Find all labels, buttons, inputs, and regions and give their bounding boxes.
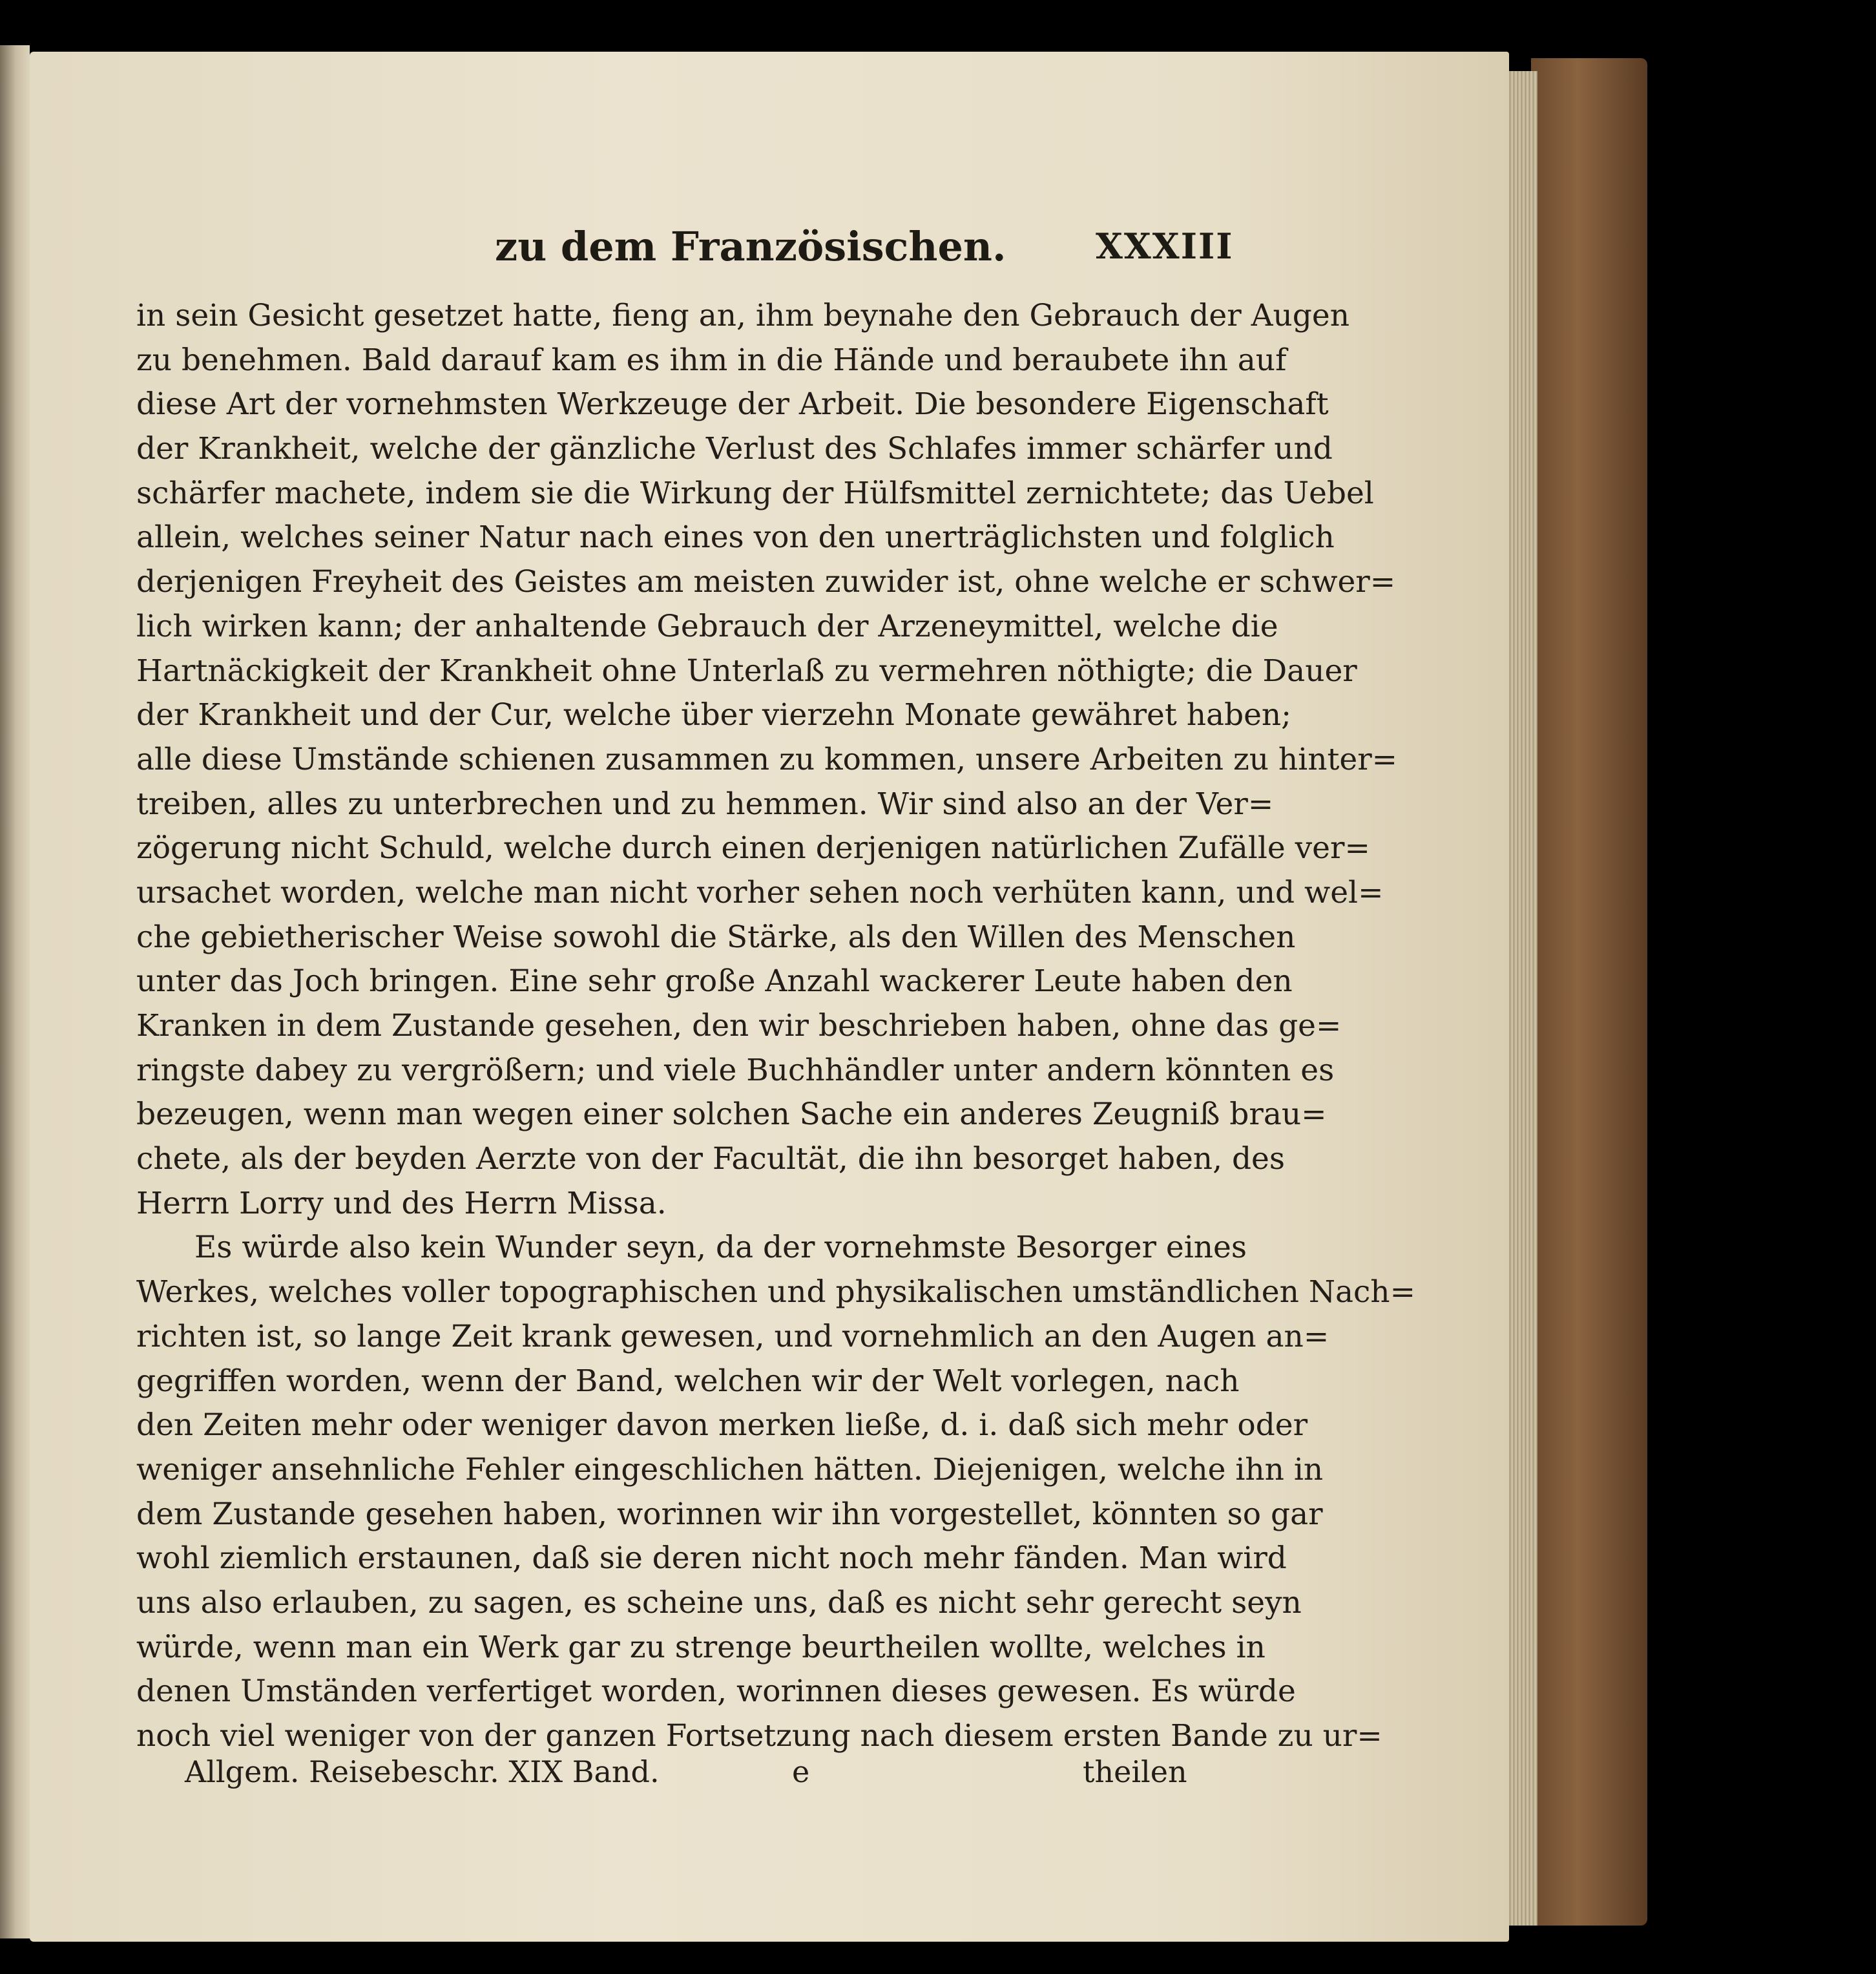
paragraph-end-line: Herrn Lorry und des Herrn Missa.: [136, 1185, 667, 1221]
text-line: chete, als der beyden Aerzte von der Facultät, die ihn besorget haben, des: [136, 1141, 1285, 1177]
text-line: dem Zustande gesehen haben, worinnen wir ihn vorgestellet, könnten so gar: [136, 1496, 1323, 1532]
catchword: theilen: [1083, 1754, 1187, 1789]
text-line: noch viel weniger von der ganzen Fortsetzung nach diesem ersten Bande zu ur=: [136, 1718, 1382, 1754]
page-footer: [30, 1754, 1509, 1800]
book-cover-edge: [1531, 58, 1647, 1926]
text-line: Kranken in dem Zustande gesehen, den wir beschrieben haben, ohne das ge=: [136, 1008, 1342, 1044]
previous-page-edge: [0, 45, 30, 1938]
text-line: alle diese Umstände schienen zusammen zu kommen, unsere Arbeiten zu hinter=: [136, 741, 1398, 777]
text-line: in sein Gesicht gesetzet hatte, fieng an, ihm beynahe den Gebrauch der Augen: [136, 298, 1350, 333]
text-line: treiben, alles zu unterbrechen und zu hemmen. Wir sind also an der Ver=: [136, 786, 1274, 822]
text-line: unter das Joch bringen. Eine sehr große Anzahl wackerer Leute haben den: [136, 963, 1293, 1000]
text-line: Hartnäckigkeit der Krankheit ohne Unterlaß zu vermehren nöthigte; die Dauer: [136, 653, 1357, 689]
sheet-mark: e: [792, 1754, 810, 1789]
page-number: XXXIII: [1096, 226, 1234, 267]
page-header: [30, 223, 1509, 275]
text-line: zögerung nicht Schuld, welche durch einen derjenigen natürlichen Zufälle ver=: [136, 830, 1370, 866]
text-line: der Krankheit, welche der gänzliche Verlust des Schlafes immer schärfer und: [136, 431, 1333, 467]
text-line: bezeugen, wenn man wegen einer solchen Sache ein anderes Zeugniß brau=: [136, 1097, 1327, 1133]
text-line: uns also erlauben, zu sagen, es scheine uns, daß es nicht sehr gerecht seyn: [136, 1584, 1302, 1621]
text-line: che gebietherischer Weise sowohl die Stärke, als den Willen des Menschen: [136, 919, 1296, 955]
text-line: wohl ziemlich erstaunen, daß sie deren nicht noch mehr fänden. Man wird: [136, 1540, 1287, 1577]
text-line: richten ist, so lange Zeit krank gewesen, und vornehmlich an den Augen an=: [136, 1318, 1329, 1354]
text-line: den Zeiten mehr oder weniger davon merken ließe, d. i. daß sich mehr oder: [136, 1407, 1308, 1444]
text-line: denen Umständen verfertiget worden, worinnen dieses gewesen. Es würde: [136, 1674, 1296, 1710]
text-line: derjenigen Freyheit des Geistes am meisten zuwider ist, ohne welche er schwer=: [136, 564, 1396, 600]
text-line: ursachet worden, welche man nicht vorher sehen noch verhüten kann, und wel=: [136, 874, 1384, 910]
book-page: [30, 52, 1509, 1942]
signature-line: Allgem. Reisebeschr. XIX Band.: [185, 1754, 660, 1789]
text-line: diese Art der vornehmsten Werkzeuge der Arbeit. Die besondere Eigenschaft: [136, 386, 1329, 423]
text-line: lich wirken kann; der anhaltende Gebrauch der Arzeneymittel, welche die: [136, 608, 1278, 644]
text-line: ringste dabey zu vergrößern; und viele Buchhändler unter andern könnten es: [136, 1052, 1335, 1088]
text-line: zu benehmen. Bald darauf kam es ihm in die Hände und beraubete ihn auf: [136, 342, 1287, 378]
paragraph-start-line: Es würde also kein Wunder seyn, da der vornehmste Besorger eines: [194, 1230, 1247, 1266]
text-line: weniger ansehnliche Fehler eingeschlichen hätten. Diejenigen, welche ihn in: [136, 1451, 1324, 1487]
text-line: der Krankheit und der Cur, welche über vierzehn Monate gewähret haben;: [136, 697, 1291, 733]
text-line: allein, welches seiner Natur nach eines von den unerträglichsten und folglich: [136, 520, 1335, 556]
running-title: zu dem Französischen.: [495, 223, 1006, 270]
body-text: [136, 294, 1415, 1759]
text-line: Werkes, welches voller topographischen und physikalischen umständlichen Nach=: [136, 1274, 1415, 1310]
text-line: schärfer machete, indem sie die Wirkung der Hülfsmittel zernichtete; das Uebel: [136, 475, 1374, 511]
text-line: würde, wenn man ein Werk gar zu strenge beurtheilen wollte, welches in: [136, 1629, 1266, 1665]
text-line: gegriffen worden, wenn der Band, welchen wir der Welt vorlegen, nach: [136, 1363, 1240, 1399]
